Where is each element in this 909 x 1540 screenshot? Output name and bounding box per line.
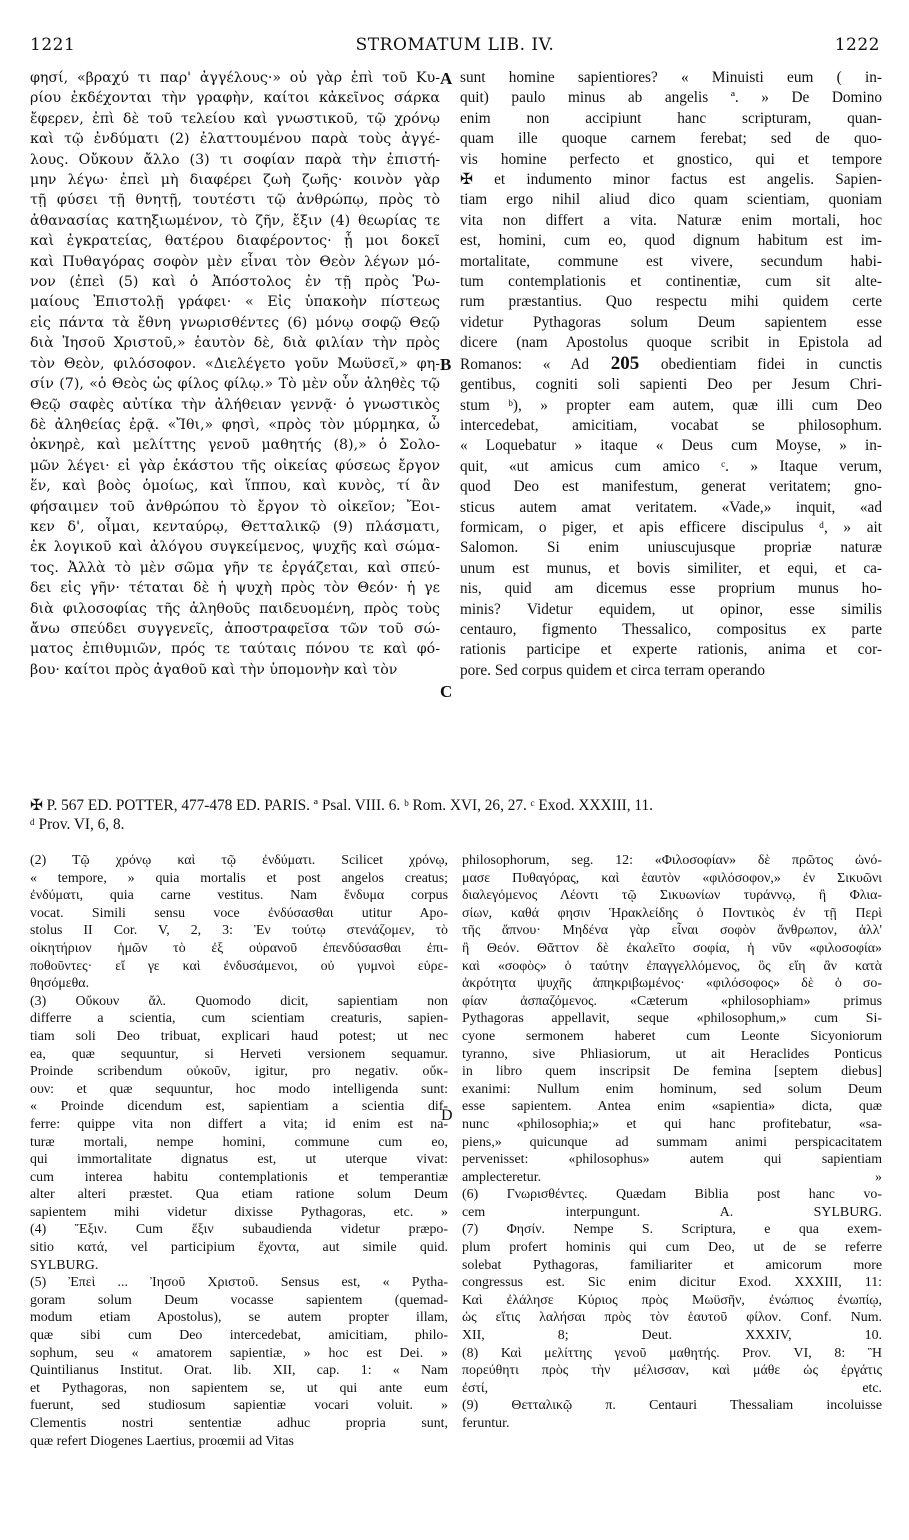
note-line: tiam soli Deo tribuat, explicari haud potest; ut nec	[30, 1028, 448, 1044]
note-line: sitio κατά, vel participium ἔχοντα, aut simile quid.	[30, 1240, 448, 1256]
note-line: (8) Καὶ μελίττης γενοῦ μαθητής. Prov. VI, 8: Ἢ	[462, 1345, 882, 1361]
note-line: Clementis nostri sententiæ adhuc propria sunt,	[30, 1416, 448, 1431]
note-line: οἰκητήριον ἡμῶν τὸ ἐξ οὐρανοῦ ἐπενδύσασθαι ἐπι-	[30, 940, 448, 956]
note-line: cem interpungunt. A. SYLBURG.	[462, 1204, 882, 1220]
note-line: quæ sibi cum Deo intercedebat, amicitiam, philo-	[30, 1328, 448, 1344]
note-line: ουν: et quæ sequuntur, hoc modo intelligenda sunt:	[30, 1081, 448, 1097]
note-line: quæ refert Diogenes Laertius, proœmii ad Vitas	[30, 1433, 294, 1449]
column-number: 205	[589, 353, 661, 374]
latin-line: rum præstantius. Quo respectu mihi quidem certe	[460, 293, 882, 311]
note-line: tyranno, sive Phliasiorum, ut ait Heraclides Ponticus	[462, 1046, 882, 1062]
note-line: « Proinde dicendum est, sapientiam a scientia dif-	[30, 1099, 448, 1115]
note-line: cyone sermonem haberet cum Leonte Sicyoniorum	[462, 1028, 882, 1044]
greek-line: κεν δ', οἶμαι, κενταύρῳ, Θετταλικῷ (9) πλάσματι,	[30, 518, 440, 535]
margin-letter-d: D	[441, 1107, 453, 1124]
greek-line: ἔφερεν, ἐπὶ δὲ τοῦ τελείου καὶ γνωστικοῦ, τῷ χρόνῳ	[30, 110, 440, 127]
note-line: ἐνδύματι, quia carne vestitus. Nam ἔνδυμα corpus	[30, 888, 448, 904]
references-line-2: ᵈ Prov. VI, 6, 8.	[30, 816, 125, 833]
greek-line: φησί, «βραχύ τι παρ' ἀγγέλους·» οὐ γὰρ ἐπὶ τοῦ Κυ-	[30, 70, 440, 86]
note-line: ἐστί, etc.	[462, 1380, 882, 1396]
greek-line: τὸν Θεὸν, φιλόσοφον. «Διελέγετο γοῦν Μωϋσεῖ,» φη-	[30, 355, 440, 372]
right-page-number: 1222	[834, 35, 880, 55]
note-line: Καὶ ἐλάλησε Κύριος πρὸς Μωϋσῆν, ἐνώπιος ἐνωπίῳ,	[462, 1292, 882, 1308]
latin-text-column	[460, 68, 882, 681]
greek-line: καὶ τῷ ἐνδύματι (2) ἐλαττουμένου παρὰ τοὺς ἀγγέ-	[30, 131, 440, 148]
note-line: esse sapientem. Antea enim «sapientia» dicta, quæ	[462, 1099, 882, 1115]
greek-line: δὲ ἀληθείας ἐρᾷ. «Ἴθι,» φησὶ, «πρὸς τὸν μύρμηκα, ὦ	[30, 416, 440, 433]
greek-line: ὀκνηρὲ, καὶ μελίττης γενοῦ μαθητής (8),» ὁ Σολο-	[30, 437, 440, 454]
note-line: θησόμεθα.	[30, 976, 90, 992]
note-line: nunc «philosophia;» et qui hanc profitebatur, «sa-	[462, 1116, 882, 1132]
latin-line: « Loquebatur » itaque « Deus cum Moyse, » in-	[460, 437, 882, 455]
greek-text-column	[30, 68, 440, 680]
greek-line: καὶ Πυθαγόρας σοφὸν μὲν εἶναι τὸν Θεὸν λέγων μό-	[30, 253, 440, 270]
note-line: (4) Ἔξιν. Cum ἕξιν subaudienda videtur præpo-	[30, 1222, 448, 1238]
note-line: stolus II Cor. V, 2, 3: Ἐν τούτῳ στενάζομεν, τὸ	[30, 923, 448, 939]
note-line: modum etiam Apostolus), se autem propter illam,	[30, 1310, 448, 1326]
note-line: cum interea habitu contemplationis et temperantiæ	[30, 1169, 448, 1185]
note-line: διαλεγόμενος Λέοντι τῷ Σικυωνίων τυράννῳ, ἢ Φλια-	[462, 888, 882, 904]
latin-line: enim non accipiunt hanc scripturam, quan-	[460, 109, 882, 127]
note-line: fuerunt, sed studiosum sapientiæ vocari voluit. »	[30, 1398, 448, 1414]
greek-line: τος. Ἀλλὰ τὸ μὲν σῶμα γῆν τε ἐργάζεται, καὶ σπεύ-	[30, 559, 440, 576]
note-line: piens,» quicunque ad summam animi perspicacitatem	[462, 1134, 882, 1150]
latin-line: Salomon. Si enim uniuscujusque propriæ naturæ	[460, 539, 882, 557]
greek-line: μην λέγω· ἐπεὶ μὴ διαφέρει ζωὴ ζωῆς· κοινὸν γὰρ	[30, 172, 440, 189]
greek-line: βου· καίτοι πρὸς ἀγαθοῦ καὶ τὴν ὑπομονὴν καὶ τὸν	[30, 661, 398, 678]
latin-line: est, homini, cum eo, quod dignum habitum est im-	[460, 232, 882, 250]
note-line: ferre: quippe vita non differt a vita; id enim est na-	[30, 1116, 448, 1132]
latin-line: tum contemplationis et continentiæ, cum sit alte-	[460, 273, 882, 291]
greek-line: ἀθανασίας κατηξιωμένον, τὸ ζῆν, ἔξιν (4) θεωρίας τε	[30, 212, 440, 229]
latin-line: minis? Videtur equidem, ut opinor, esse similis	[460, 600, 882, 618]
note-line: « tempore, » quia mortalis et post angelos creatus;	[30, 870, 448, 886]
latin-line: videtur Pythagoras solum Deum sapientem esse	[460, 313, 882, 331]
latin-line: rationis participe et experte rationis, anima et cor-	[460, 641, 882, 659]
greek-line: ματος ἐπιθυμιῶν, πρός τε ταύταις πόνου τε καὶ φό-	[30, 641, 440, 658]
latin-line: intercedebat, amicitiam, vocabat se philosophum.	[460, 416, 882, 434]
greek-line: τῇ φύσει τῇ θνητῇ, τουτέστι τῷ ἀνθρώπῳ, πρὸς τὸ	[30, 192, 440, 209]
greek-line: ἐκ λογικοῦ καὶ ἀλόγου συγκείμενος, ψυχῆς καὶ σώμα-	[30, 539, 440, 556]
note-line: ποθοῦντες· εἴ γε καὶ ἐνδυσάμενοι, οὐ γυμνοὶ εὑρε-	[30, 958, 448, 974]
note-line: (5) Ἐπεὶ ... Ἰησοῦ Χριστοῦ. Sensus est, « Pytha-	[30, 1275, 448, 1291]
note-line: et Pythagoras, non sapientem se, ut qui ante eum	[30, 1380, 448, 1396]
note-line: sophum, seu « amatorem sapientiæ, » hoc est Dei. »	[30, 1345, 448, 1361]
note-line: Quintilianus Institut. Orat. lib. XII, cap. 1: « Nam	[30, 1363, 448, 1379]
latin-line-continuation: obedientiam fidei in cunctis	[660, 355, 882, 373]
note-line: τῆς ἄπνου· Μηδένα γὰρ εἶναι σοφὸν ἄνθρωπον, ἀλλ'	[462, 923, 882, 939]
note-line: philosophorum, seg. 12: «Φιλοσοφίαν» δὲ πρῶτος ὠνό-	[462, 853, 882, 868]
greek-line: ρίου ἐκδέχονται τὴν γραφὴν, καίτοι κἀκεῖνος σάρκα	[30, 90, 440, 107]
latin-line: quam ille quoque carnem ferebat; sed de quo-	[460, 130, 882, 148]
note-line: (6) Γνωρισθέντες. Quædam Biblia post hanc vo-	[462, 1187, 882, 1203]
note-line: in libro quem inscripsit De femina [septem diebus]	[462, 1064, 882, 1080]
greek-line: σίν (7), «ὁ Θεὸς ὡς φίλος φίλῳ.» Τὸ μὲν οὖν ἀληθὲς τῷ	[30, 376, 440, 393]
note-line: καὶ «σοφὸς» ὁ ταύτην ἐπαγγελλόμενος, ὃς εἴη ἂν κατὰ	[462, 958, 882, 974]
note-line: πορεύθητι πρὸς τὴν μέλισσαν, καὶ μάθε ὡς ἐργάτις	[462, 1363, 882, 1379]
note-line: XII, 8; Deut. XXXIV, 10.	[462, 1328, 882, 1344]
greek-line: λους. Οὔκουν ἄλλο (3) τι σοφίαν παρὰ τὴν ἐπιστή-	[30, 151, 440, 168]
latin-line: vis homine perfecto et gnostico, qui et tempore	[460, 150, 882, 168]
left-page-number: 1221	[30, 35, 76, 55]
latin-line: quod Deo est manifestum, generat veritatem; gno-	[460, 478, 882, 496]
greek-line: φήσαιμεν τοῦ ἀνθρώπου τὸ ἔργον τὸ οἰκεῖον; Ἔοι-	[30, 498, 440, 515]
note-line: SYLBURG.	[30, 1257, 99, 1273]
note-line: ἀκρότητα ψυχῆς ἀπηκριβωμένος· «φιλόσοφος» δὲ ὁ σο-	[462, 976, 882, 992]
note-line: turæ mortali, nempe homini, commune cum eo,	[30, 1134, 448, 1150]
note-line: goram solum Deum vocasse sapientem (quemad-	[30, 1292, 448, 1308]
references-line-1: ✠ P. 567 ED. POTTER, 477-478 ED. PARIS. ª Psal. VIII. 6. ᵇ Rom. XVI, 26, 27. ᶜ Exod. XXXIII, 11.	[30, 797, 653, 814]
margin-letter-b: B	[440, 355, 452, 374]
note-line: qui immortalitate dignatus est, ut uterque vivat:	[30, 1152, 448, 1168]
greek-line: Θεῷ σαφὲς αὐτίκα τὴν ἀλήθειαν γεννᾷ· ὁ γνωστικὸς	[30, 396, 440, 413]
note-line: pervenisset: «philosophus» autem qui sapientiam	[462, 1152, 882, 1168]
note-line: Proinde scribendum οὐκοῦν, igitur, pro negativ. οὔκ-	[30, 1064, 448, 1080]
note-line: ἢ Θεόν. Θᾶττον δὲ ἐκαλεῖτο σοφία, ἡ νῦν «φιλοσοφία»	[462, 940, 882, 956]
greek-line: ἕν, καὶ βοὸς ὁμοίως, καὶ ἵππου, καὶ κυνὸς, τί ἂν	[30, 478, 440, 495]
note-line: σίων, καθά φησιν Ἡρακλείδης ὁ Ποντικὸς ἐν τῇ Περὶ	[462, 905, 882, 921]
greek-line: καὶ ἐγκρατείας, θατέρου διαφέροντος· ᾗ μοι δοκεῖ	[30, 233, 440, 250]
greek-line: μῶν λέγει· εἰ γὰρ ἑκάστου τῆς οἰκείας φύσεως ἔργον	[30, 457, 440, 474]
note-line: plum profert hominis qui cum Deo, ut de se referre	[462, 1240, 882, 1256]
note-line: congressus est. Sic enim dicitur Exod. XXXIII, 11:	[462, 1275, 882, 1291]
note-line: vocat. Simili sensu voce ἐνδύσασθαι utitur Apo-	[30, 905, 448, 921]
margin-letter-c: C	[440, 682, 453, 701]
note-line: (2) Τῷ χρόνῳ καὶ τῷ ἐνδύματι. Scilicet χρόνῳ,	[30, 853, 448, 868]
note-line: Pythagoras appellavit, seque «philosophum,» cum Si-	[462, 1011, 882, 1027]
latin-line: quit) paulo minus ab angelis ª. » De Domino	[460, 89, 882, 107]
greek-line: διὰ φιλοσοφίας τῆς ἀληθοῦς παιδευομένη, πρὸς τοὺς	[30, 600, 440, 617]
greek-line: ἄνω σπεύδει συγγενεῖς, ἀποστραφεῖσα τῶν τοῦ σώ-	[30, 620, 440, 637]
greek-line: διὰ Ἰησοῦ Χριστοῦ,» ἑαυτὸν δὲ, διὰ φιλίαν τὴν πρὸς	[30, 335, 440, 352]
note-line: amplecteretur. »	[462, 1169, 882, 1185]
latin-line: sticus autem amat veritatem. «Vade,» inquit, «ad	[460, 498, 882, 516]
latin-line: formicam, o piger, et apis efficere discipulus ᵈ, » ait	[460, 518, 882, 536]
note-line: ὡς εἴτις λαλήσαι πρὸς τὸν ἑαυτοῦ φίλον. Conf. Num.	[462, 1310, 882, 1326]
note-line: sapientem mihi videtur dixisse Pythagoras, etc. »	[30, 1204, 448, 1220]
latin-line: sunt homine sapientiores? « Minuisti eum ( in-	[460, 69, 882, 86]
latin-line: centauro, figmento Thessalico, compositus ex parte	[460, 620, 882, 638]
latin-line: pore. Sed corpus quidem et circa terram operando	[460, 661, 765, 679]
latin-line: nis, quid am dicemus esse proprium munus ho-	[460, 580, 882, 598]
greek-line: νον (ἐπεὶ (5) καὶ ὁ Ἀπόστολος ἐν τῇ πρὸς Ῥω-	[30, 274, 440, 291]
note-line: ea, quæ sequuntur, si Herveti versionem sequamur.	[30, 1046, 448, 1062]
note-line: (9) Θετταλικῷ π. Centauri Thessaliam incoluisse	[462, 1398, 882, 1414]
latin-line: vita non differt a vita. Naturæ enim mortali, hoc	[460, 211, 882, 229]
greek-line: εἰς πάντα τὰ ἔθνη γνωρισθέντες (6) μόνῳ σοφῷ Θεῷ	[30, 314, 440, 331]
latin-line: quit, «ut amicus cum amico ᶜ. » Itaque verum,	[460, 457, 882, 475]
greek-line: μαίους Ἐπιστολῇ γράφει· « Εἰς ὑπακοὴν πίστεως	[30, 294, 440, 311]
note-line: feruntur.	[462, 1416, 510, 1431]
running-title: STROMATUM LIB. IV.	[355, 35, 555, 55]
note-line: solebat Pythagoras, familiariter et amicorum more	[462, 1257, 882, 1273]
greek-line: δει εἰς γῆν· τέταται δὲ ἡ ψυχὴ πρὸς τὸν Θεόν· ἡ γε	[30, 580, 440, 597]
latin-line: gentibus, cogniti soli sapienti Deo per Jesum Chri-	[460, 376, 882, 394]
notes-right-column	[462, 852, 882, 1433]
note-line: φίαν ἀσπαζόμενος. «Cæterum «philosophiam» primus	[462, 993, 882, 1009]
note-line: exanimi: Nullum enim hominum, sed solum Deum	[462, 1081, 882, 1097]
latin-line: Romanos: « Ad 205 obedientiam fidei in cunctis	[460, 353, 882, 374]
note-line: μασε Πυθαγόρας, καὶ ἑαυτὸν «φιλόσοφον,» ἐν Σικυῶνι	[462, 870, 882, 886]
notes-left-column	[30, 852, 448, 1450]
note-line: (7) Φησίν. Nempe S. Scriptura, e qua exem-	[462, 1222, 882, 1238]
note-line: (3) Οὔκουν ἄλ. Quomodo dicit, sapientiam non	[30, 993, 448, 1009]
latin-line: stum ᵇ), » propter eam autem, quæ illi cum Deo	[460, 396, 882, 414]
latin-line: ✠ et indumento minor factus est angelis. Sapien-	[460, 171, 882, 189]
page-header	[30, 35, 880, 59]
note-line: differre a scientia, cum scientiam creaturis, sapien-	[30, 1011, 448, 1027]
latin-line: dicere (nam Apostolus quoque scribit in Epistola ad	[460, 334, 882, 352]
margin-letter-a: A	[440, 69, 453, 88]
note-line: alter alteri præstet. Qua etiam ratione solum Deum	[30, 1187, 448, 1203]
latin-line: tiam ergo nihil aliud dico quam scientiam, quoniam	[460, 191, 882, 209]
latin-line: mortalitate, commune est vivere, secundum habi-	[460, 252, 882, 270]
latin-line: unum est munus, et bovis similiter, et equi, et ca-	[460, 559, 882, 577]
